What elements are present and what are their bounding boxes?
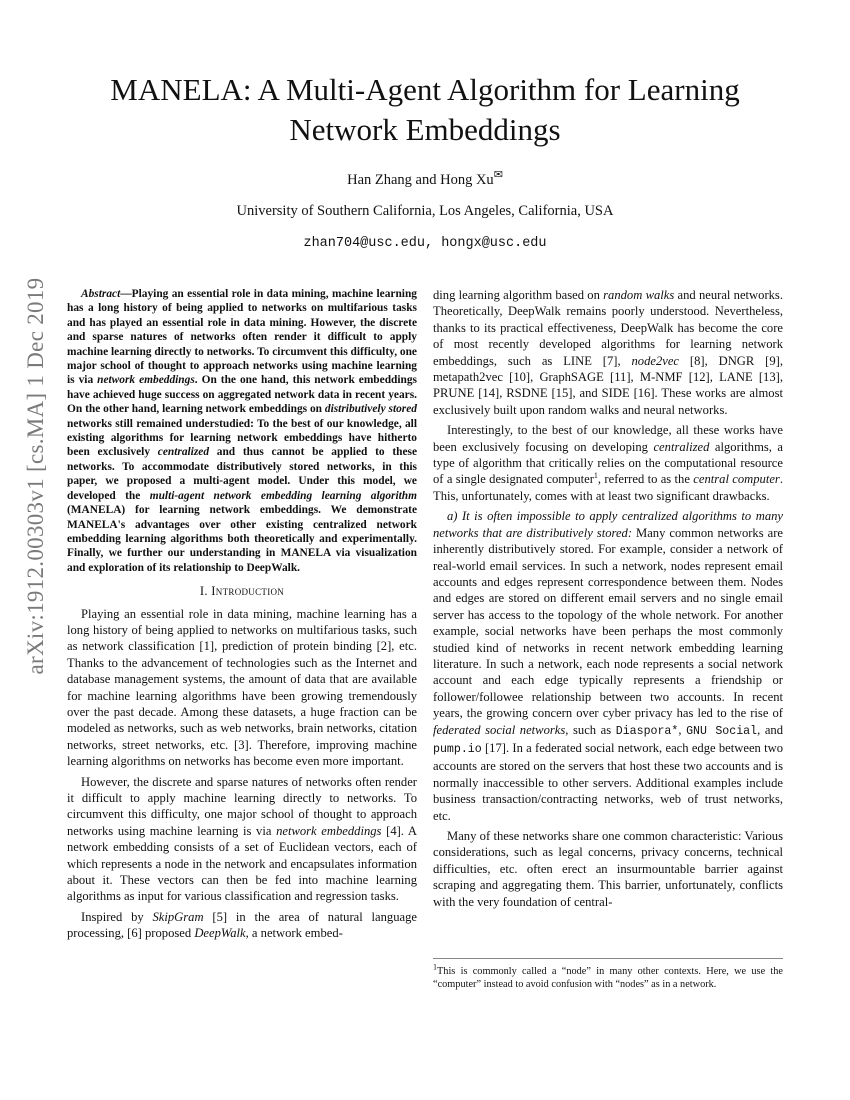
paper-title: MANELA: A Multi-Agent Algorithm for Learning Network Embeddings [110,72,740,147]
arxiv-identifier: arXiv:1912.00303v1 [cs.MA] 1 Dec 2019 [23,277,48,675]
footnote [433,958,783,991]
affiliation: University of Southern California, Los Angeles, California, USA [236,203,614,219]
intro-paragraph-4: Interestingly, to the best of our knowledge, all these works have been exclusively focusing on developing centralized algorithms, a type of algorithm that critically relies on the computational resource of a single designated computer$^1$, referred to as the central computer. This, unfortunately, comes with at least two significant drawbacks. [433,423,784,503]
author-emails: zhan704@usc.edu, hongx@usc.edu [303,236,547,251]
intro-paragraph-6: Many of these networks share one common characteristic: Various considerations, such as legal concerns, privacy concerns, technical difficulties, etc. often erect an insurmountable barrier against scraping and aggregating them. This barrier, unfortunately, conflicts with the very foundation of central- [433,829,783,909]
envelope-icon: ✉ [493,169,503,181]
abstract-label: Abstract [81,288,121,300]
abstract: Abstract—Playing an essential role in data mining, machine learning has a long history of being applied to networks on multifarious tasks and has played an essential role in data mining. However, the discrete and sparse natures of networks often render it difficult to apply machine learning directly to networks. To circumvent this difficulty, one major school of thought to approach networks using machine learning is via network embeddings. On the one hand, this network embeddings have achieved huge success on aggregated network data in recent years. On the other hand, learning network embeddings on distributively stored networks still remained understudied: To the best of our knowledge, all existing algorithms for learning network embeddings have hitherto been exclusively centralized and thus cannot be applied to these networks. To accommodate distributively stored networks, in this paper, we proposed a multi-agent model. Under this model, we developed the multi-agent network embedding learning algorithm (MANELA) for learning network embeddings. We demonstrate MANELA's advantages over other existing centralized network embedding learning algorithms both theoretically and experimentally. Finally, we further our understanding in MANELA via visualization and exploration of its relationship to DeepWalk. [67,288,418,574]
drawback-a-paragraph: a) It is often impossible to apply centralized algorithms to many networks that are distributively stored: Many common networks are inherently distributively stored. For example, consider a network of real-world email services. In such a network, nodes represent email accounts and edges represent correspondence between them. Nodes and edges are stored on different email servers and no single email server has access to the topology of the whole network. For another example, social networks have been perhaps the most commonly studied kind of networks in recent network embedding learning literature. In such a network, each node represents a social network account and each edge typically represents a friendship or follower/followee relationship between two accounts. In recent years, the growing concern over cyber privacy has led to the rise of federated social networks, such as Diaspora*, GNU Social, and pump.io [17]. In a federated social network, each edge between two accounts are stored on the servers that host these two accounts and is normally inaccessible to other servers. Additional examples include business transaction/contracting networks, web of trust networks, etc. [433,509,784,823]
footnote-mark: 1 [593,471,598,481]
intro-paragraph-1: Playing an essential role in data mining, machine learning has a long history of being applied to networks on multifarious tasks, such as network classification [1], prediction of protein binding [2], etc. Thanks to the advancement of technologies such as the Internet and database management systems, the amount of data that are available for machine learning algorithms have been growing tremendously over the past decade. Among these datasets, a huge fraction can be modeled as networks, such as web networks, brain networks, citation networks, street networks, etc. [3]. Therefore, improving machine learning algorithms on networks has become even more important. [67,606,417,769]
authors: Han Zhang and Hong Xu [347,171,494,188]
left-column [67,287,417,946]
author-line [0,168,850,189]
intro-paragraph-2: However, the discrete and sparse natures of networks often render it difficult to apply machine learning directly to networks. To circumvent this difficulty, one major school of thought to approach networks using machine learning is via network embeddings [4]. A network embedding consists of a set of Euclidean vectors, each of which represents a node in the network and encapsulates information about it. These vectors can then be fed into machine learning algorithms as input for various classification and regression tasks. [67,774,418,904]
footnote-number: 1 [433,962,437,972]
section-heading-introduction: I. Introduction [199,584,285,599]
footnote-text: This is commonly called a “node” in many other contexts. Here, we use the “computer” instead to avoid confusion with “nodes” as in a network. [433,966,783,990]
intro-paragraph-3-continued: ding learning algorithm based on random walks and neural networks. Theoretically, DeepWalk remains poorly understood. Nevertheless, thanks to its practical effectiveness, DeepWalk has become the core of most recently developed algorithms for learning network embeddings, such as LINE [7], node2vec [8], DNGR [9], metapath2vec [10], GraphSAGE [11], M-NMF [12], LANE [13], PRUNE [14], RSDNE [15], and SIDE [16]. These works are almost exclusively built upon random walks and neural networks. [433,288,783,417]
drawback-a-heading: a) It is often impossible to apply centralized algorithms to many networks that are distributively stored: [433,509,783,540]
right-column [433,287,783,914]
intro-paragraph-3: Inspired by SkipGram [5] in the area of natural language processing, [6] proposed DeepWalk, a network embed- [67,909,417,941]
